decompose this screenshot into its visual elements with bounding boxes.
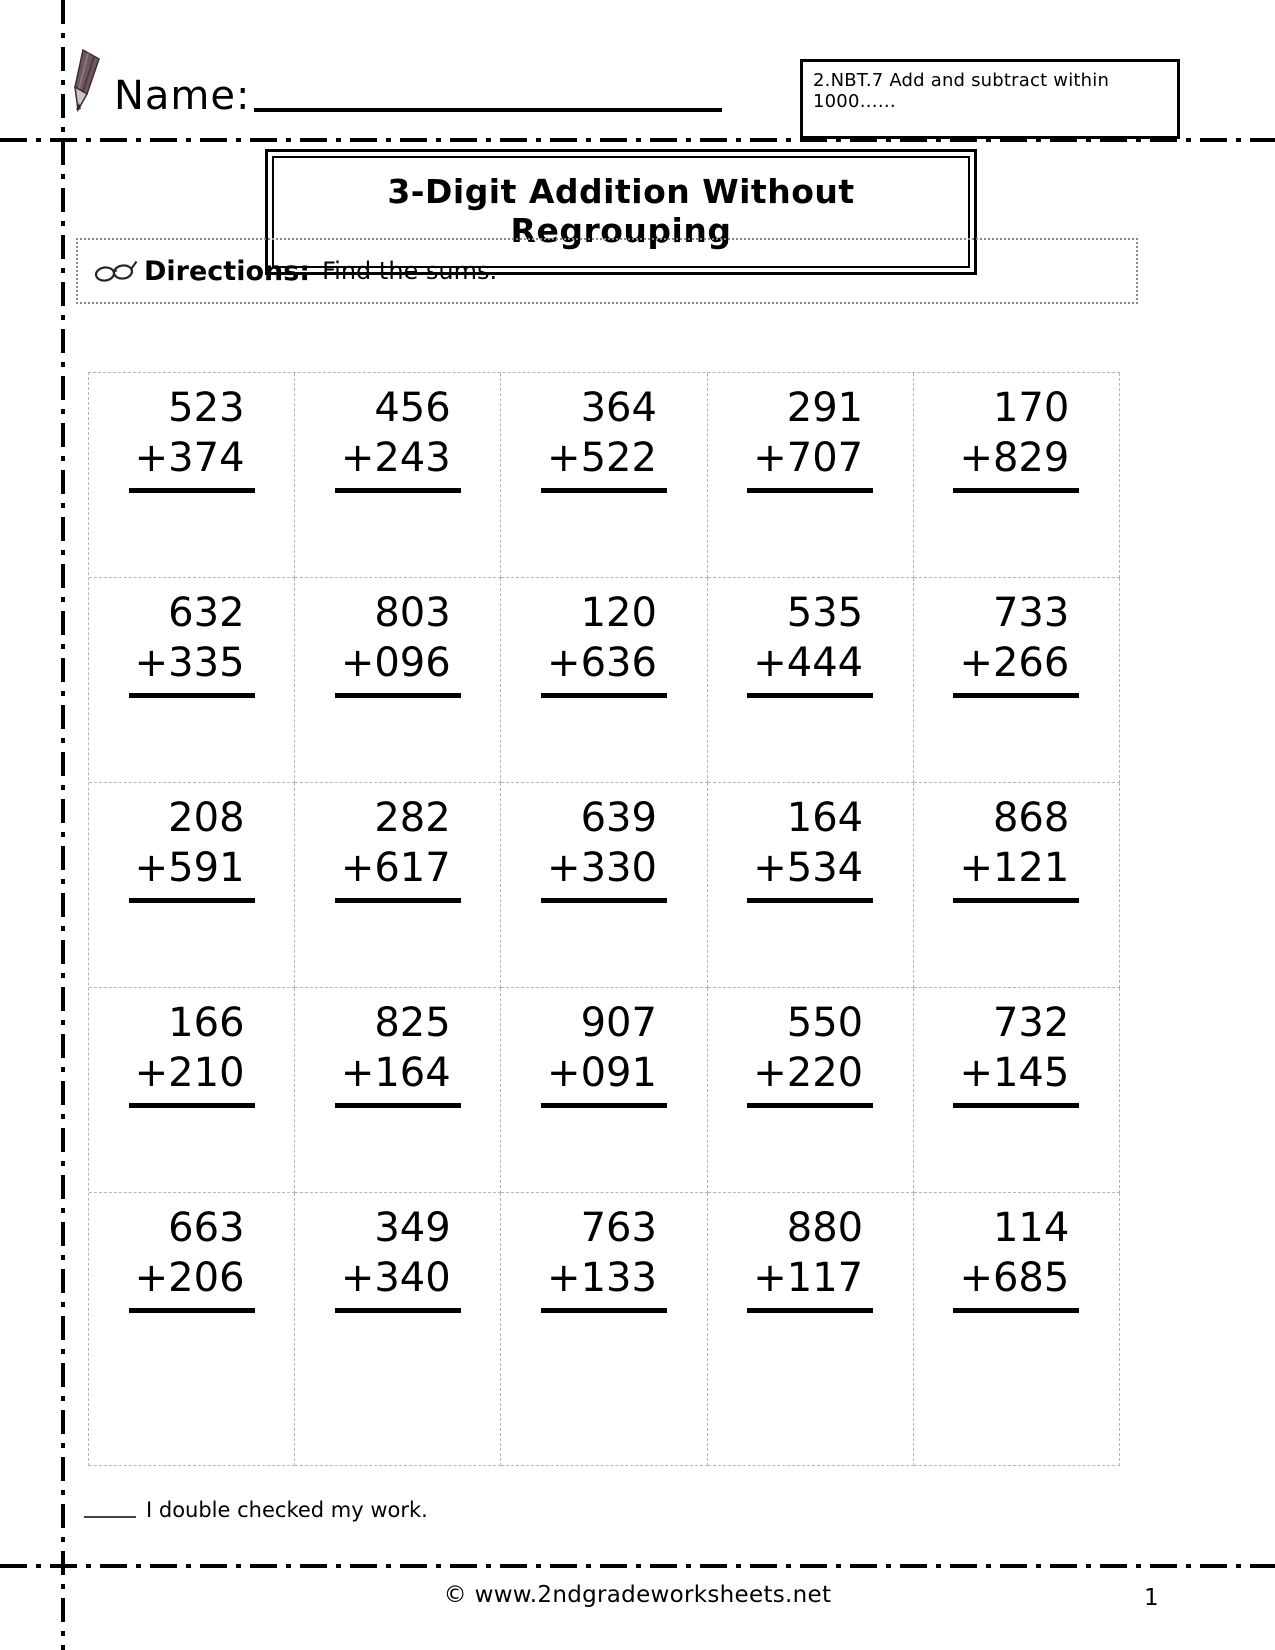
addend-bottom: +096	[335, 638, 461, 698]
addend-bottom: +340	[335, 1253, 461, 1313]
addend-top: 763	[580, 1205, 657, 1251]
addition-problem	[541, 998, 667, 1108]
addend-top: 880	[786, 1205, 864, 1251]
addend-top: 868	[992, 795, 1070, 841]
addition-problem	[747, 588, 873, 698]
addend-top: 120	[580, 590, 657, 636]
directions-box	[76, 238, 1138, 304]
addend-bottom: +091	[541, 1048, 667, 1108]
addend-top: 733	[992, 590, 1070, 636]
problem-cell	[914, 373, 1120, 578]
addend-top: 114	[992, 1205, 1070, 1251]
problem-cell	[89, 1193, 295, 1466]
addition-problem	[129, 588, 255, 698]
addition-problem	[747, 793, 873, 903]
copyright-text: © www.2ndgradeworksheets.net	[443, 1582, 832, 1608]
problem-cell	[708, 373, 914, 578]
addend-bottom: +374	[129, 433, 255, 493]
double-check-row	[84, 1498, 428, 1522]
addition-problem	[747, 1203, 873, 1313]
addend-bottom: +685	[953, 1253, 1079, 1313]
addend-top: 535	[786, 590, 864, 636]
addend-bottom: +220	[747, 1048, 873, 1108]
addition-problem	[129, 1203, 255, 1313]
addition-problem	[953, 1203, 1079, 1313]
addend-bottom: +243	[335, 433, 461, 493]
addend-bottom: +117	[747, 1253, 873, 1313]
problem-cell	[501, 373, 707, 578]
addend-top: 291	[786, 385, 864, 431]
addition-problem	[747, 383, 873, 493]
problem-cell	[914, 988, 1120, 1193]
addend-top: 663	[168, 1205, 245, 1251]
problem-cell	[295, 988, 501, 1193]
standard-box	[800, 59, 1180, 139]
addend-top: 282	[374, 795, 451, 841]
addend-bottom: +636	[541, 638, 667, 698]
problem-cell	[89, 373, 295, 578]
problems-grid	[88, 372, 1120, 1466]
addition-problem	[747, 998, 873, 1108]
addend-bottom: +335	[129, 638, 255, 698]
addend-top: 170	[992, 385, 1070, 431]
page-number: 1	[1144, 1585, 1159, 1611]
page-title: 3-Digit Addition Without Regrouping	[387, 172, 855, 250]
problem-cell	[914, 1193, 1120, 1466]
addend-bottom: +707	[747, 433, 873, 493]
addend-bottom: +266	[953, 638, 1079, 698]
addend-top: 825	[374, 1000, 451, 1046]
addition-problem	[129, 793, 255, 903]
check-blank-line	[84, 1516, 136, 1518]
addition-problem	[953, 793, 1079, 903]
addend-top: 732	[992, 1000, 1070, 1046]
addition-problem	[541, 588, 667, 698]
addend-bottom: +330	[541, 843, 667, 903]
addend-bottom: +522	[541, 433, 667, 493]
addend-top: 550	[786, 1000, 864, 1046]
addend-top: 639	[580, 795, 657, 841]
glasses-icon	[94, 258, 138, 284]
addition-problem	[129, 383, 255, 493]
problem-cell	[295, 578, 501, 783]
addend-top: 164	[786, 795, 864, 841]
problem-cell	[914, 783, 1120, 988]
problem-cell	[89, 783, 295, 988]
addend-top: 166	[168, 1000, 245, 1046]
directions-label: Directions:	[144, 255, 311, 287]
addition-problem	[953, 383, 1079, 493]
problem-cell	[914, 578, 1120, 783]
addend-bottom: +617	[335, 843, 461, 903]
addition-problem	[541, 383, 667, 493]
addend-top: 364	[580, 385, 657, 431]
addition-problem	[541, 793, 667, 903]
addition-problem	[953, 588, 1079, 698]
directions-text: Find the sums.	[322, 257, 498, 285]
problem-cell	[501, 1193, 707, 1466]
addend-top: 907	[580, 1000, 657, 1046]
addition-problem	[335, 793, 461, 903]
check-text: I double checked my work.	[146, 1498, 428, 1522]
left-dashdot-border	[61, 0, 65, 1650]
addend-top: 632	[168, 590, 245, 636]
addition-problem	[541, 1203, 667, 1313]
problem-cell	[708, 1193, 914, 1466]
addend-bottom: +591	[129, 843, 255, 903]
problem-cell	[708, 988, 914, 1193]
addition-problem	[335, 383, 461, 493]
name-blank-line	[254, 108, 722, 112]
addend-bottom: +210	[129, 1048, 255, 1108]
problem-cell	[295, 783, 501, 988]
addition-problem	[335, 998, 461, 1108]
addend-bottom: +121	[953, 843, 1079, 903]
addend-bottom: +534	[747, 843, 873, 903]
addend-top: 456	[374, 385, 451, 431]
addition-problem	[335, 1203, 461, 1313]
addend-bottom: +829	[953, 433, 1079, 493]
addend-top: 349	[374, 1205, 451, 1251]
addition-problem	[129, 998, 255, 1108]
problem-cell	[89, 578, 295, 783]
addend-top: 208	[168, 795, 245, 841]
addend-bottom: +206	[129, 1253, 255, 1313]
addend-bottom: +133	[541, 1253, 667, 1313]
addition-problem	[335, 588, 461, 698]
name-label: Name:	[114, 73, 251, 119]
name-row	[68, 48, 722, 118]
standard-text: 2.NBT.7 Add and subtract within 1000……	[813, 70, 1110, 112]
addend-top: 523	[168, 385, 245, 431]
problem-cell	[295, 1193, 501, 1466]
problem-cell	[708, 783, 914, 988]
bottom-dashdot-divider	[0, 1564, 1275, 1568]
problem-cell	[89, 988, 295, 1193]
pencil-icon	[68, 48, 110, 118]
problem-cell	[708, 578, 914, 783]
problem-cell	[501, 988, 707, 1193]
addend-bottom: +164	[335, 1048, 461, 1108]
problem-cell	[501, 783, 707, 988]
addend-top: 803	[374, 590, 451, 636]
addition-problem	[953, 998, 1079, 1108]
problem-cell	[501, 578, 707, 783]
addend-bottom: +444	[747, 638, 873, 698]
addend-bottom: +145	[953, 1048, 1079, 1108]
problem-cell	[295, 373, 501, 578]
